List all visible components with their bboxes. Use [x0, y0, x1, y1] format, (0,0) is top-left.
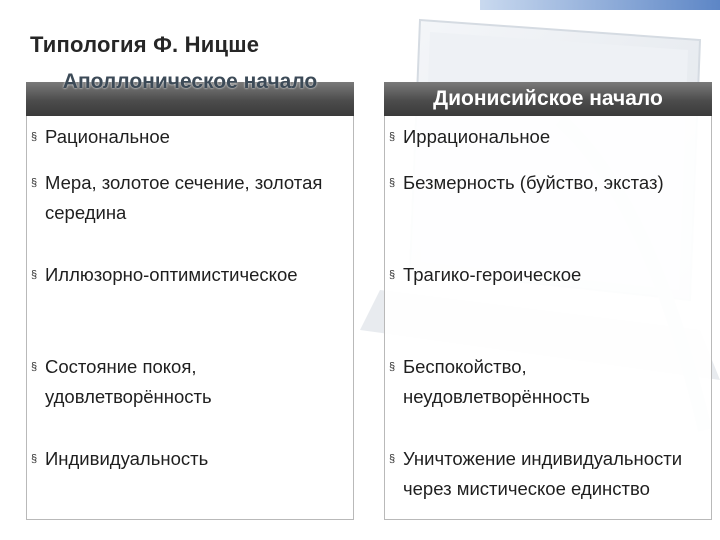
list-item: [385, 260, 711, 352]
list-item: [385, 444, 711, 536]
bullet-icon: §: [389, 131, 396, 143]
list-item: [27, 352, 353, 444]
column-header-apollonian: [26, 70, 354, 116]
list-item-text: Мера, золотое сечение, золотая середина: [45, 172, 323, 223]
column-dionysian: [384, 82, 712, 520]
bullet-icon: §: [389, 177, 396, 189]
list-item: [385, 352, 711, 444]
top-accent-strip: [480, 0, 720, 10]
column-header-label: Дионисийское начало: [433, 87, 663, 110]
list-item-text: Иррациональное: [403, 126, 551, 147]
bullet-icon: §: [31, 453, 38, 465]
column-body-apollonian: [26, 116, 354, 520]
bullet-icon: §: [389, 453, 396, 465]
list-item: [27, 122, 353, 168]
list-item: [27, 444, 353, 536]
list-item-text: Беспокойство, неудовлетворённость: [403, 356, 590, 407]
bullet-icon: §: [389, 269, 396, 281]
slide-title: Типология Ф. Ницше: [30, 32, 260, 57]
bullet-icon: §: [31, 361, 38, 373]
list-item-text: Уничтожение индивидуальности через мистическое единство: [403, 448, 683, 499]
list-item: [385, 168, 711, 260]
list-item-text: Иллюзорно-оптимистическое: [45, 264, 298, 285]
list-item-text: Трагико-героическое: [403, 264, 582, 285]
column-header-label: Аполлоническое начало: [62, 70, 318, 93]
list-item: [385, 122, 711, 168]
bullet-icon: §: [389, 361, 396, 373]
column-header-dionysian: [384, 82, 712, 116]
bullet-icon: §: [31, 269, 38, 281]
list-item: [27, 260, 353, 352]
bullet-icon: §: [31, 131, 38, 143]
list-item-text: Состояние покоя, удовлетворённость: [45, 356, 212, 407]
bullet-icon: §: [31, 177, 38, 189]
column-apollonian: [26, 70, 354, 520]
list-item-text: Индивидуальность: [45, 448, 209, 469]
list-item: [27, 168, 353, 260]
list-item-text: Безмерность (буйство, экстаз): [403, 172, 664, 193]
list-item-text: Рациональное: [45, 126, 170, 147]
column-body-dionysian: [384, 116, 712, 520]
